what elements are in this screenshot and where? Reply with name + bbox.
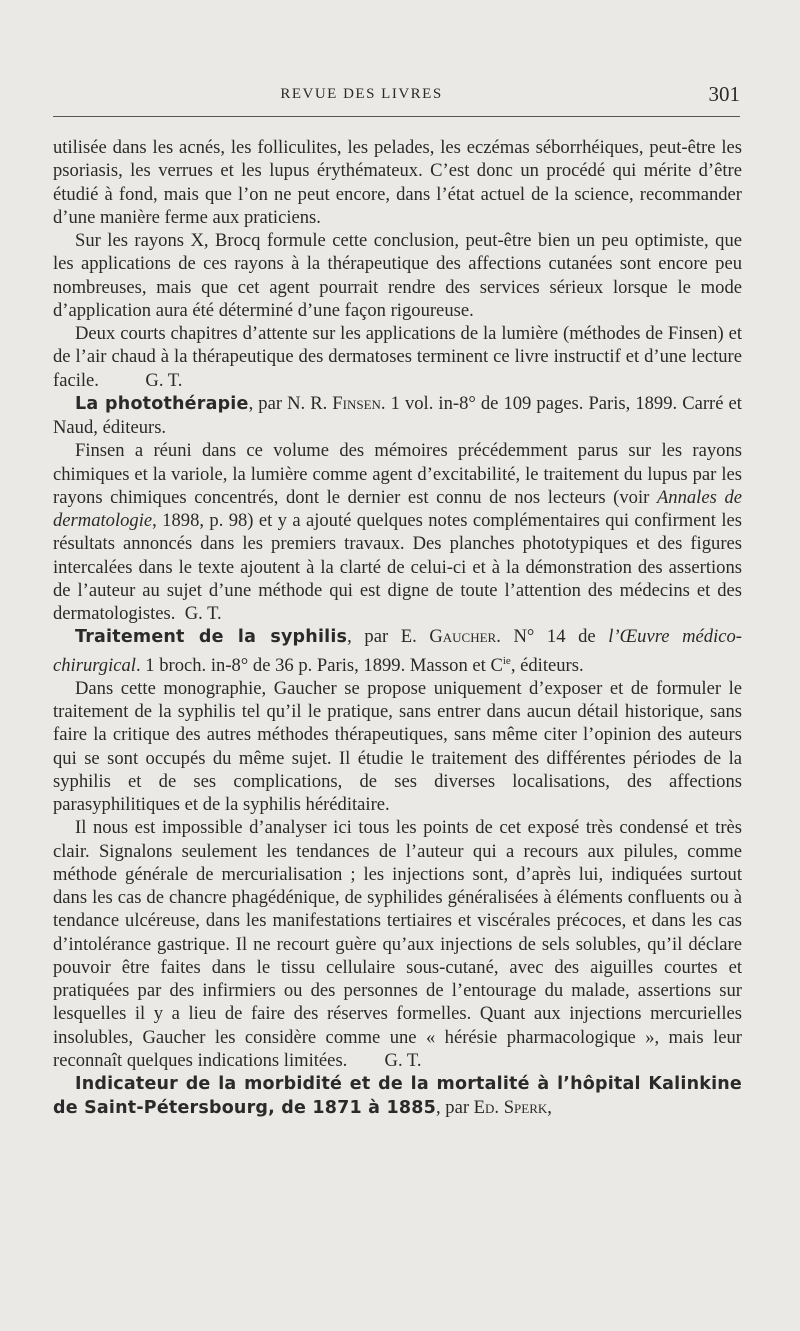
review-details: . 1 vol. in-8° de 109 pages. Paris, 1899. Carré et Naud, éditeurs.: [53, 392, 742, 438]
review-author: Finsen: [332, 392, 381, 414]
reviewer-signature: G. T.: [184, 603, 222, 624]
running-title: REVUE DES LIVRES: [280, 86, 443, 102]
paragraph-rayons-x: Sur les rayons X, Brocq formule cette conclusion, peut-être bien un peu optimiste, que les applications de ces rayons à la thérapeutique des affections cutanées sont encore peu nombreuses, mais que cet agent pourrait rendre des services sérieux lorsque le mode d’application aura été déterminé d’une façon rigoureuse.: [53, 230, 742, 321]
paragraph-text: Deux courts chapitres d’attente sur les applications de la lumière (méthodes de Finsen) et de l’air chaud à la thérapeutique des dermatoses terminent ce livre instructif et d’une lecture facile.: [53, 323, 742, 391]
review-by: , par: [435, 1097, 474, 1119]
reviewer-signature: G. T.: [384, 1049, 422, 1071]
paragraph-analyse: [53, 816, 742, 1072]
paragraph-continuation: utilisée dans les acnés, les folliculites, les pelades, les eczémas séborrhéiques, peut-être les psoriasis, les verrues et les lupus érythémateux. C’est donc un procédé qui mérite d’être étudié à fond, mais que l’on ne peut encore, dans l’état actuel de la science, recommander d’une manière ferme aux praticiens.: [53, 137, 742, 228]
review-title: Traitement de la syphilis: [75, 627, 348, 648]
paragraph-monographie: Dans cette monographie, Gaucher se propose uniquement d’exposer et de formuler le traitement de la syphilis tel qu’il le pratique, sans entrer dans aucun détail historique, sans faire la critique des autres méthodes thérapeutiques, sans même citer l’opinion des auteurs qui se sont occupés du même sujet. Il étudie le traitement des différentes périodes de la syphilis et de ses complications, de ses diverses localisations, des affections parasyphilitiques et de la syphilis héréditaire.: [53, 677, 742, 816]
paragraph-chapitres: [53, 322, 742, 392]
review-heading-phototherapie: [53, 392, 742, 440]
reviewer-signature: G. T.: [145, 369, 183, 391]
running-head: [53, 82, 740, 112]
paragraph-text-a: Finsen a réuni dans ce volume des mémoires précédemment parus sur les rayons chimiques et la variole, la lumière comme agent d’excitabilité, le traitement du lupus par les rayons chimiques concentrés, dont le dernier est connu de nos lecteurs (voir: [53, 440, 742, 508]
review-title: La photothérapie: [75, 393, 249, 414]
journal-title: Annales de dermatologie: [53, 486, 742, 531]
series-title: l’Œuvre médico-chirurgical: [53, 626, 742, 676]
paragraph-text-b: , 1898, p. 98) et y a ajouté quelques notes complémentaires qui confirment les résultats annoncés dans les premiers travaux. Des planches phototypiques et des figures intercalées dans le texte ajoutent à la clarté de celui-ci et à la démonstration des assertions de l’auteur au sujet d’une méthode qui est digne de toute l’attention des médecins et des dermatologistes.: [53, 510, 742, 624]
paragraph-finsen: [53, 439, 742, 625]
review-by: , par E.: [347, 626, 430, 648]
paragraph-text: Il nous est impossible d’analyser ici tous les points de cet exposé très condensé et très clair. Signalons seulement les tendances de l’auteur qui a recours aux pilules, comme méthode générale de mercurialisation ; les injections sont, d’après lui, indiquées surtout dans les cas de chancre phagédénique, de syphilides généralisées à éléments confluents ou à tendance ulcéreuse, dans les manifestations tertiaires et viscérales précoces, et dans les cas d’intolérance gastrique. Il ne recourt guère qu’aux injections de sels solubles, qu’il déclare pouvoir être faites dans le tissu cellulaire sous-cutané, avec des aiguilles courtes et pratiquées par des infirmiers ou des personnes de l’entourage du malade, assertions sur lesquelles il y a lieu de faire des réserves formelles. Quant aux injections mercurielles insolubles, Gaucher les considère comme une « hérésie pharmacologique », mais leur reconnaît quelques indications limitées.: [53, 817, 742, 1071]
review-by: , par N. R.: [248, 392, 333, 414]
review-heading-indicateur: [53, 1072, 742, 1121]
page-number: 301: [708, 82, 740, 106]
review-title: Indicateur de la morbidité et de la mortalité à l’hôpital Kalinkine de Saint-Pétersbourg, de 1871 à 1885: [53, 1074, 742, 1119]
review-tail: ,: [547, 1097, 552, 1119]
review-details-end: , éditeurs.: [510, 654, 584, 676]
header-rule: [53, 116, 740, 117]
review-details-sup: ie: [502, 654, 511, 667]
body-text: [53, 136, 742, 1121]
review-details: . 1 broch. in-8° de 36 p. Paris, 1899. Masson et C: [135, 654, 503, 676]
review-author: Gaucher: [429, 626, 497, 648]
review-mid: . N° 14 de: [496, 626, 609, 648]
review-heading-syphilis: [53, 625, 742, 677]
review-author: Ed. Sperk: [473, 1097, 548, 1119]
